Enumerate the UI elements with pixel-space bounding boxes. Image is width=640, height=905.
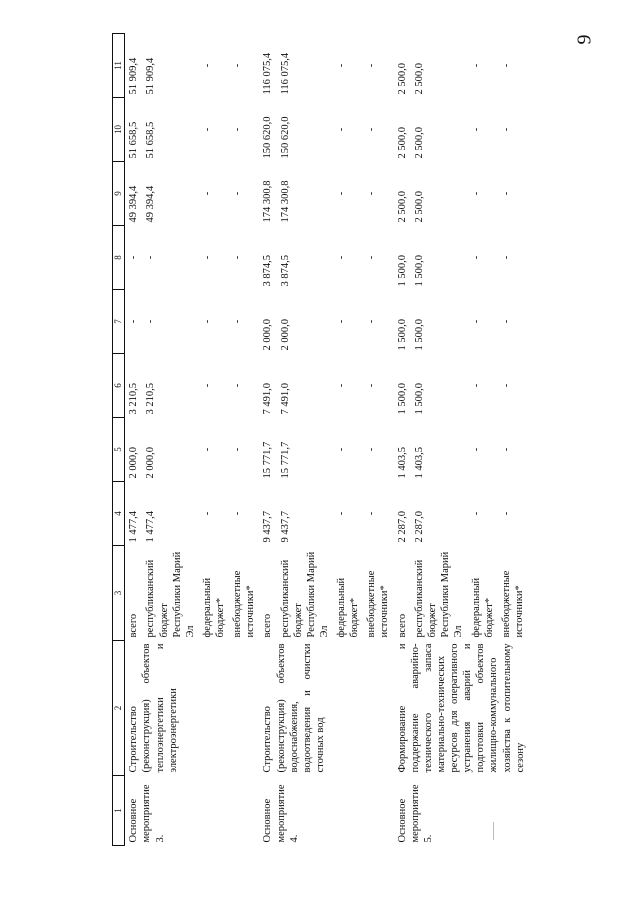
- header-cell: 9: [113, 162, 125, 226]
- value-cell: -: [145, 319, 157, 324]
- value-cell: 9 437,7: [279, 511, 291, 543]
- value-cell: 2 000,0: [128, 447, 140, 479]
- header-cell: 2: [113, 641, 125, 776]
- source-cell: республиканский бюджет Республики Марий Эл: [145, 551, 196, 638]
- source-cell: федеральный бюджет*: [201, 577, 226, 638]
- source-cell: внебюджетные источники*: [501, 570, 526, 638]
- value-cell: 2 000,0: [145, 447, 157, 479]
- value-cell: 2 500,0: [396, 63, 408, 95]
- value-cell: 1 500,0: [396, 255, 408, 287]
- header-cell: 4: [113, 482, 125, 546]
- value-cell: 2 500,0: [396, 127, 408, 159]
- value-cell: -: [470, 511, 482, 516]
- header-cell: 3: [113, 546, 125, 641]
- page-number: 9: [573, 34, 596, 45]
- value-cell: 1 500,0: [413, 255, 425, 287]
- value-cell: 51 909,4: [145, 57, 157, 95]
- value-cell: -: [470, 255, 482, 260]
- value-cell: -: [470, 63, 482, 68]
- value-cell: -: [201, 191, 213, 196]
- value-cell: 51 658,5: [128, 121, 140, 159]
- value-cell: -: [501, 447, 513, 452]
- value-cell: -: [501, 511, 513, 516]
- value-cell: -: [366, 127, 378, 132]
- value-cell: 7 491,0: [262, 383, 274, 415]
- value-cell: 7 491,0: [279, 383, 291, 415]
- header-cell: 1: [113, 776, 125, 846]
- value-cell: 51 909,4: [128, 57, 140, 95]
- source-cell: республиканский бюджет Республики Марий Эл: [279, 551, 330, 638]
- rotated-table-container: [112, 36, 632, 846]
- event-cell: Основное мероприятие 5.: [396, 784, 434, 843]
- value-cell: -: [366, 383, 378, 388]
- value-cell: -: [232, 511, 244, 516]
- value-cell: -: [201, 447, 213, 452]
- table-body: [125, 34, 529, 846]
- value-cell: -: [232, 63, 244, 68]
- value-cell: -: [336, 511, 347, 516]
- value-cell: 3 874,5: [262, 255, 274, 287]
- value-cell: -: [366, 255, 378, 260]
- value-cell: 15 771,7: [279, 441, 291, 479]
- value-cell: -: [201, 127, 213, 132]
- value-cell: -: [201, 255, 213, 260]
- value-cell: 174 300,8: [262, 180, 274, 223]
- value-cell: 150 620,0: [279, 116, 291, 159]
- value-cell: -: [366, 63, 378, 68]
- value-cell: 15 771,7: [262, 441, 274, 479]
- value-cell: 174 300,8: [279, 180, 291, 223]
- value-cell: 2 000,0: [262, 319, 274, 351]
- value-cell: -: [470, 191, 482, 196]
- header-cell: 8: [113, 226, 125, 290]
- header-cell: 6: [113, 354, 125, 418]
- value-cell: 49 394,4: [145, 185, 157, 223]
- value-cell: -: [470, 319, 482, 324]
- value-cell: -: [232, 127, 244, 132]
- header-cell: 7: [113, 290, 125, 354]
- value-cell: -: [366, 447, 378, 452]
- value-cell: 1 403,5: [396, 447, 408, 479]
- value-cell: 2 287,0: [396, 511, 408, 543]
- header-cell: 10: [113, 98, 125, 162]
- value-cell: -: [470, 127, 482, 132]
- value-cell: -: [501, 63, 513, 68]
- value-cell: -: [336, 447, 347, 452]
- table-row: [125, 34, 143, 846]
- value-cell: -: [232, 383, 244, 388]
- value-cell: -: [232, 319, 244, 324]
- value-cell: 1 500,0: [396, 319, 408, 351]
- value-cell: -: [232, 191, 244, 196]
- value-cell: 1 403,5: [413, 447, 425, 479]
- table-row: [394, 34, 411, 846]
- value-cell: -: [336, 63, 347, 68]
- value-cell: -: [232, 255, 244, 260]
- value-cell: 3 210,5: [128, 383, 140, 415]
- value-cell: 150 620,0: [262, 116, 274, 159]
- value-cell: 2 500,0: [413, 63, 425, 95]
- value-cell: -: [470, 383, 482, 388]
- value-cell: -: [366, 191, 378, 196]
- value-cell: -: [366, 511, 378, 516]
- header-cell: 5: [113, 418, 125, 482]
- source-cell: внебюджетные источники*: [366, 570, 391, 638]
- value-cell: -: [201, 511, 213, 516]
- value-cell: 1 477,4: [145, 511, 157, 543]
- value-cell: -: [336, 383, 347, 388]
- header-row: [113, 34, 125, 846]
- value-cell: -: [336, 191, 347, 196]
- value-cell: 2 000,0: [279, 319, 291, 351]
- value-cell: -: [336, 255, 347, 260]
- value-cell: -: [501, 319, 513, 324]
- value-cell: -: [201, 63, 213, 68]
- source-cell: федеральный бюджет*: [470, 577, 495, 638]
- source-cell: федеральный бюджет*: [336, 577, 361, 638]
- value-cell: 9 437,7: [262, 511, 274, 543]
- value-cell: -: [501, 127, 513, 132]
- source-cell: всего: [396, 613, 408, 638]
- source-cell: внебюджетные источники*: [232, 570, 257, 638]
- description-cell: Строительство (реконструкция) объектов водоснабжения, водоотведения и очистки сточных вод: [262, 643, 326, 773]
- header-cell: 11: [113, 34, 125, 98]
- value-cell: -: [145, 255, 157, 260]
- value-cell: 3 874,5: [279, 255, 291, 287]
- value-cell: 2 287,0: [413, 511, 425, 543]
- event-cell: Основное мероприятие 4.: [262, 784, 300, 843]
- funding-table: [112, 33, 529, 846]
- value-cell: 2 500,0: [413, 127, 425, 159]
- source-cell: всего: [128, 613, 140, 638]
- value-cell: 2 500,0: [396, 191, 408, 223]
- value-cell: 49 394,4: [128, 185, 140, 223]
- value-cell: 1 477,4: [128, 511, 140, 543]
- source-cell: всего: [262, 613, 274, 638]
- value-cell: -: [366, 319, 378, 324]
- value-cell: 1 500,0: [413, 319, 425, 351]
- value-cell: -: [201, 383, 213, 388]
- event-cell: Основное мероприятие 3.: [128, 784, 166, 843]
- value-cell: -: [501, 255, 513, 260]
- value-cell: 2 500,0: [413, 191, 425, 223]
- source-cell: республиканский бюджет Республики Марий Эл: [413, 551, 465, 638]
- value-cell: -: [232, 447, 244, 452]
- description-cell: Формирование и поддержание аварийно-технического запаса материально-технических ресурсов для оперативного устранения аварий и подготовки объектов жилищно-коммунального хозяйства к отопительному сезону: [396, 643, 526, 773]
- value-cell: -: [128, 319, 140, 324]
- value-cell: 116 075,4: [279, 52, 291, 95]
- value-cell: -: [470, 447, 482, 452]
- value-cell: -: [501, 191, 513, 196]
- value-cell: 1 500,0: [396, 383, 408, 415]
- value-cell: -: [501, 383, 513, 388]
- table-row: [259, 34, 276, 846]
- value-cell: 1 500,0: [413, 383, 425, 415]
- value-cell: -: [336, 319, 347, 324]
- value-cell: -: [201, 319, 213, 324]
- value-cell: -: [128, 255, 140, 260]
- value-cell: 51 658,5: [145, 121, 157, 159]
- description-cell: Строительство (реконструкция) объектов теплоэнергетики и электроэнергетики: [128, 643, 179, 773]
- value-cell: 116 075,4: [262, 52, 274, 95]
- value-cell: 3 210,5: [145, 383, 157, 415]
- value-cell: -: [336, 127, 347, 132]
